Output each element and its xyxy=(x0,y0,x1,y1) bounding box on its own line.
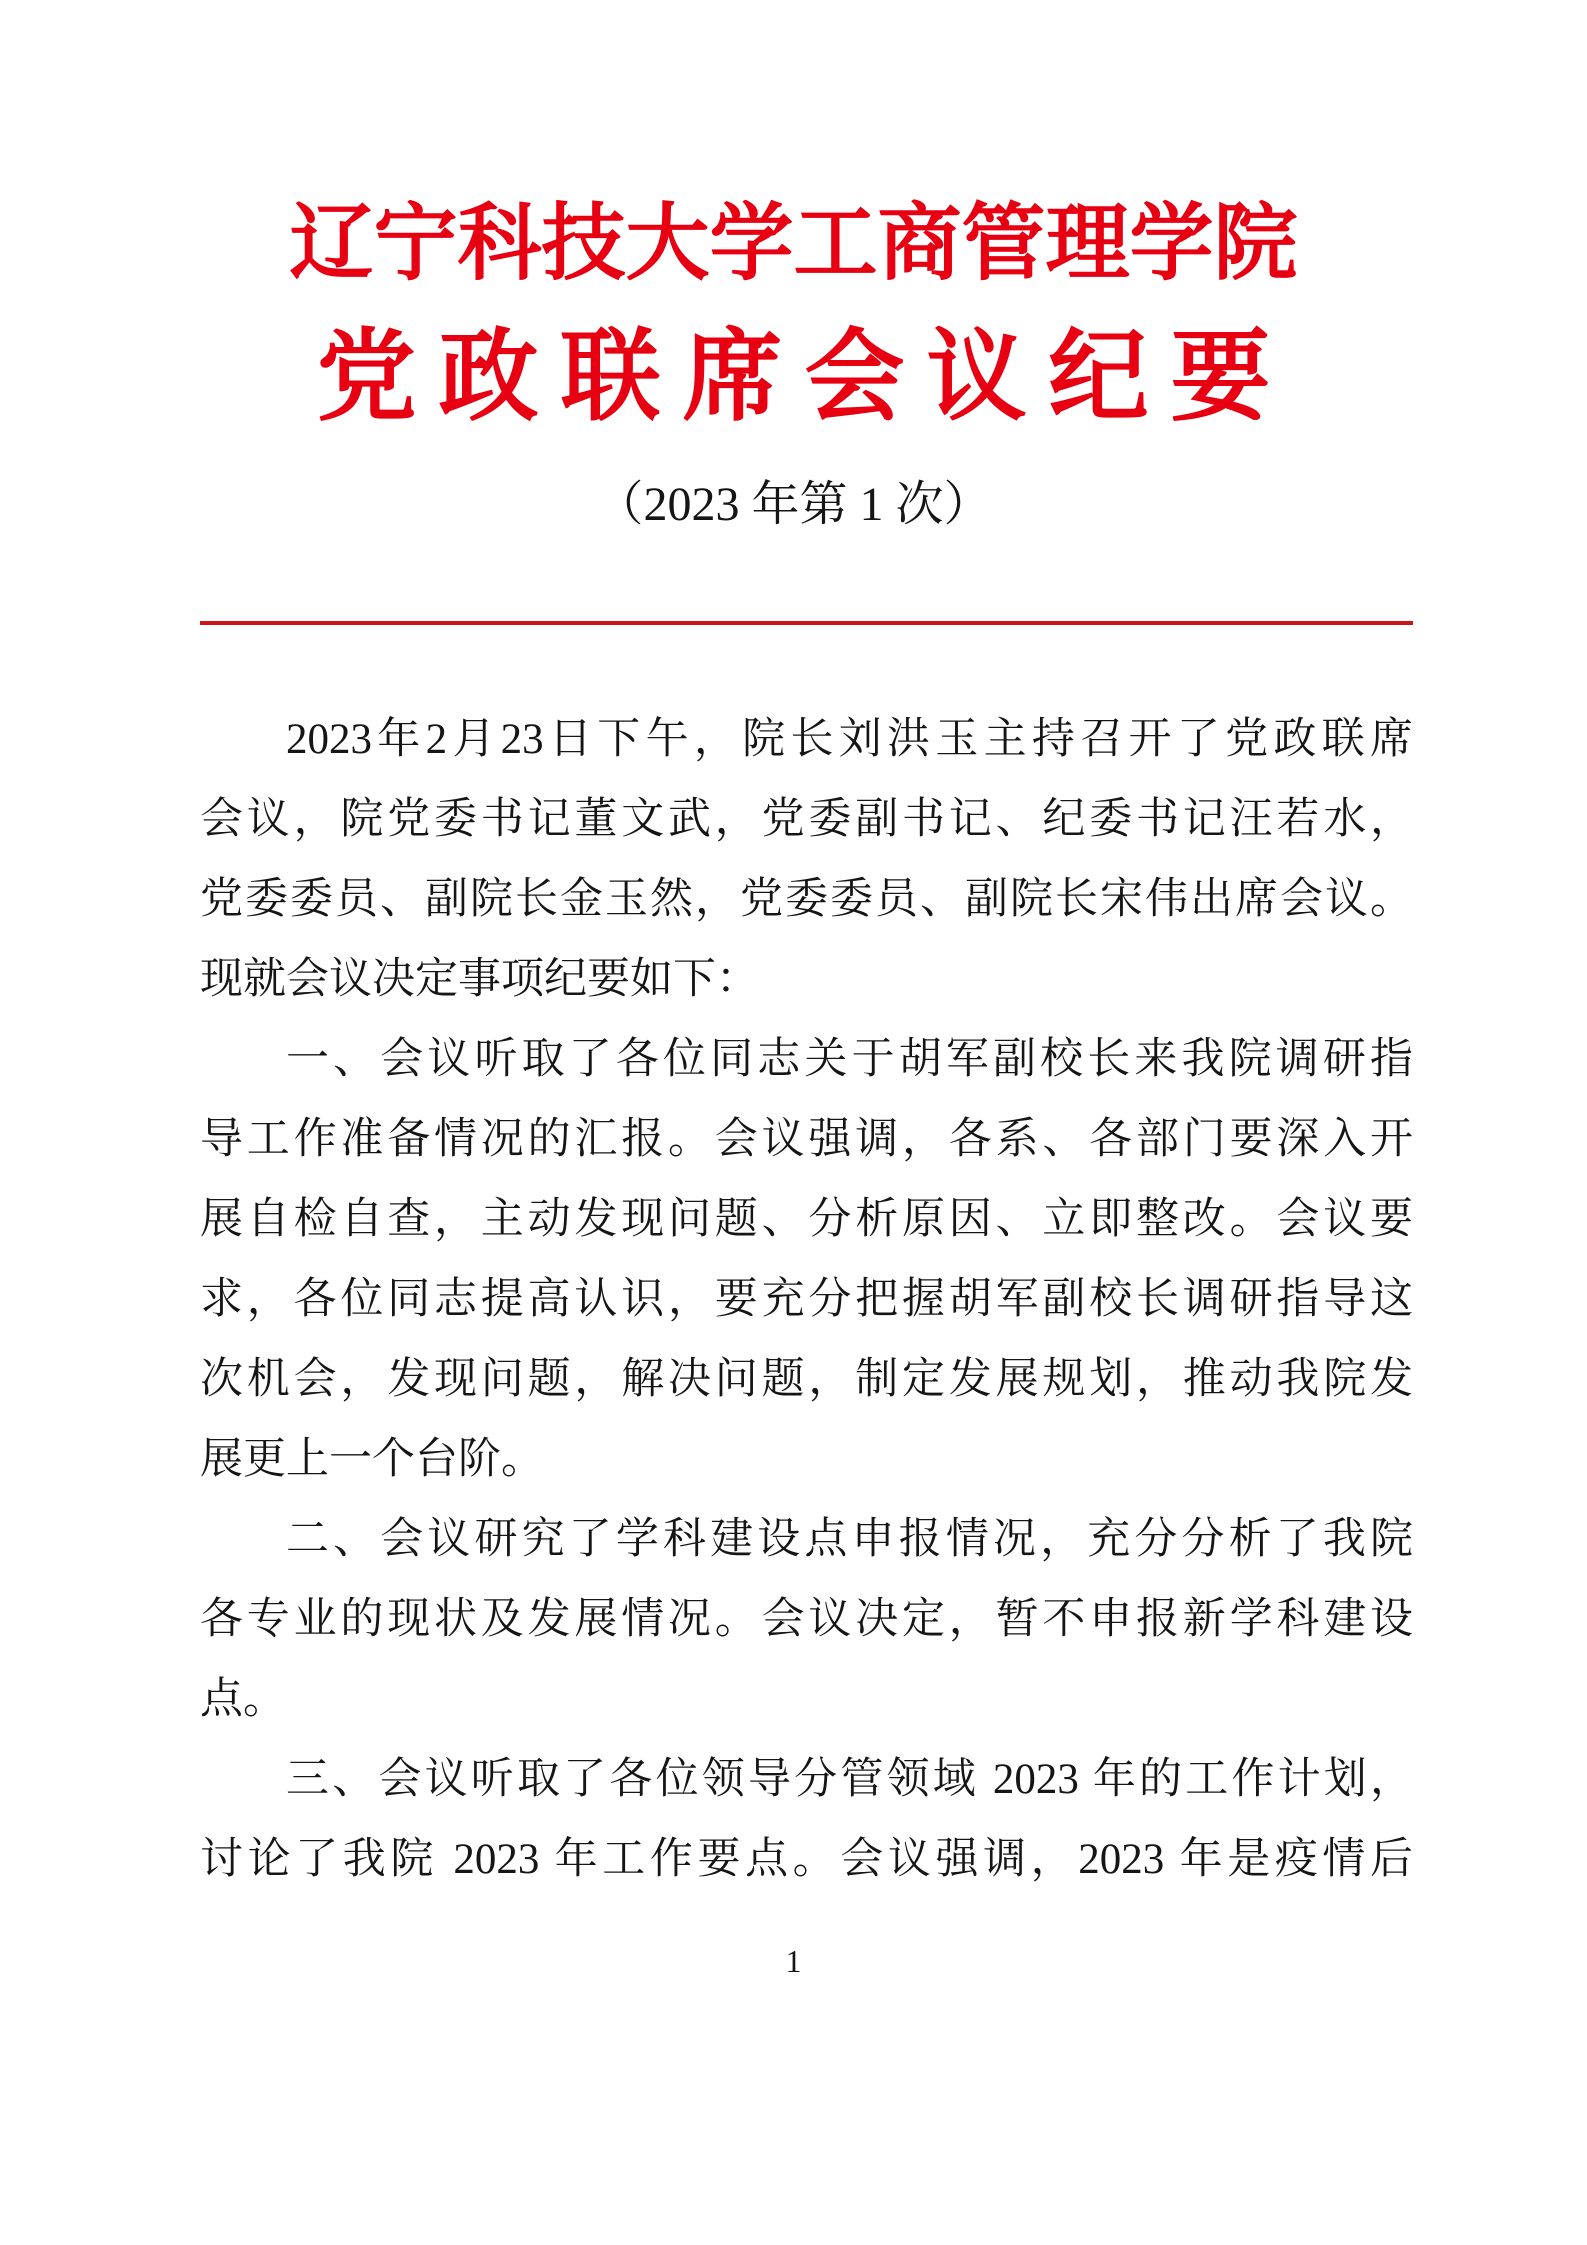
body-line: 展更上一个台阶。 xyxy=(200,1436,544,1483)
doc-title: 党政联席会议纪要 xyxy=(316,321,1293,433)
doc-footer xyxy=(0,1942,1587,1980)
body-line: 次机会，发现问题，解决问题，制定发展规划，推动我院发 xyxy=(200,1356,1413,1403)
meeting-number-subtitle: （2023 年第 1 次） xyxy=(595,478,992,531)
header-divider-rule xyxy=(200,621,1413,625)
body-line: 讨论了我院 2023 年工作要点。会议强调，2023 年是疫情后 xyxy=(200,1836,1413,1883)
body-line: 三、会议听取了各位领导分管领域 2023 年的工作计划， xyxy=(286,1756,1413,1803)
body-line: 一、会议听取了各位同志关于胡军副校长来我院调研指 xyxy=(286,1036,1413,1083)
body-line: 求，各位同志提高认识，要充分把握胡军副校长调研指导这 xyxy=(200,1276,1413,1323)
doc-body xyxy=(200,700,1413,1900)
body-line: 二、会议研究了学科建设点申报情况，充分分析了我院 xyxy=(286,1516,1413,1563)
body-line: 展自检自查，主动发现问题、分析原因、立即整改。会议要 xyxy=(200,1196,1413,1243)
body-line: 各专业的现状及发展情况。会议决定，暂不申报新学科建设 xyxy=(200,1596,1413,1643)
body-line: 会议，院党委书记董文武，党委副书记、纪委书记汪若水， xyxy=(200,796,1413,843)
body-line: 现就会议决定事项纪要如下： xyxy=(200,956,759,1003)
org-title: 辽宁科技大学工商管理学院 xyxy=(289,196,1298,290)
body-line: 点。 xyxy=(200,1676,286,1723)
body-line: 导工作准备情况的汇报。会议强调，各系、各部门要深入开 xyxy=(200,1116,1413,1163)
body-line: 2023年2月23日下午，院长刘洪玉主持召开了党政联席 xyxy=(286,716,1413,763)
body-line: 党委委员、副院长金玉然，党委委员、副院长宋伟出席会议。 xyxy=(200,876,1413,923)
page-number: 1 xyxy=(785,1943,802,1979)
